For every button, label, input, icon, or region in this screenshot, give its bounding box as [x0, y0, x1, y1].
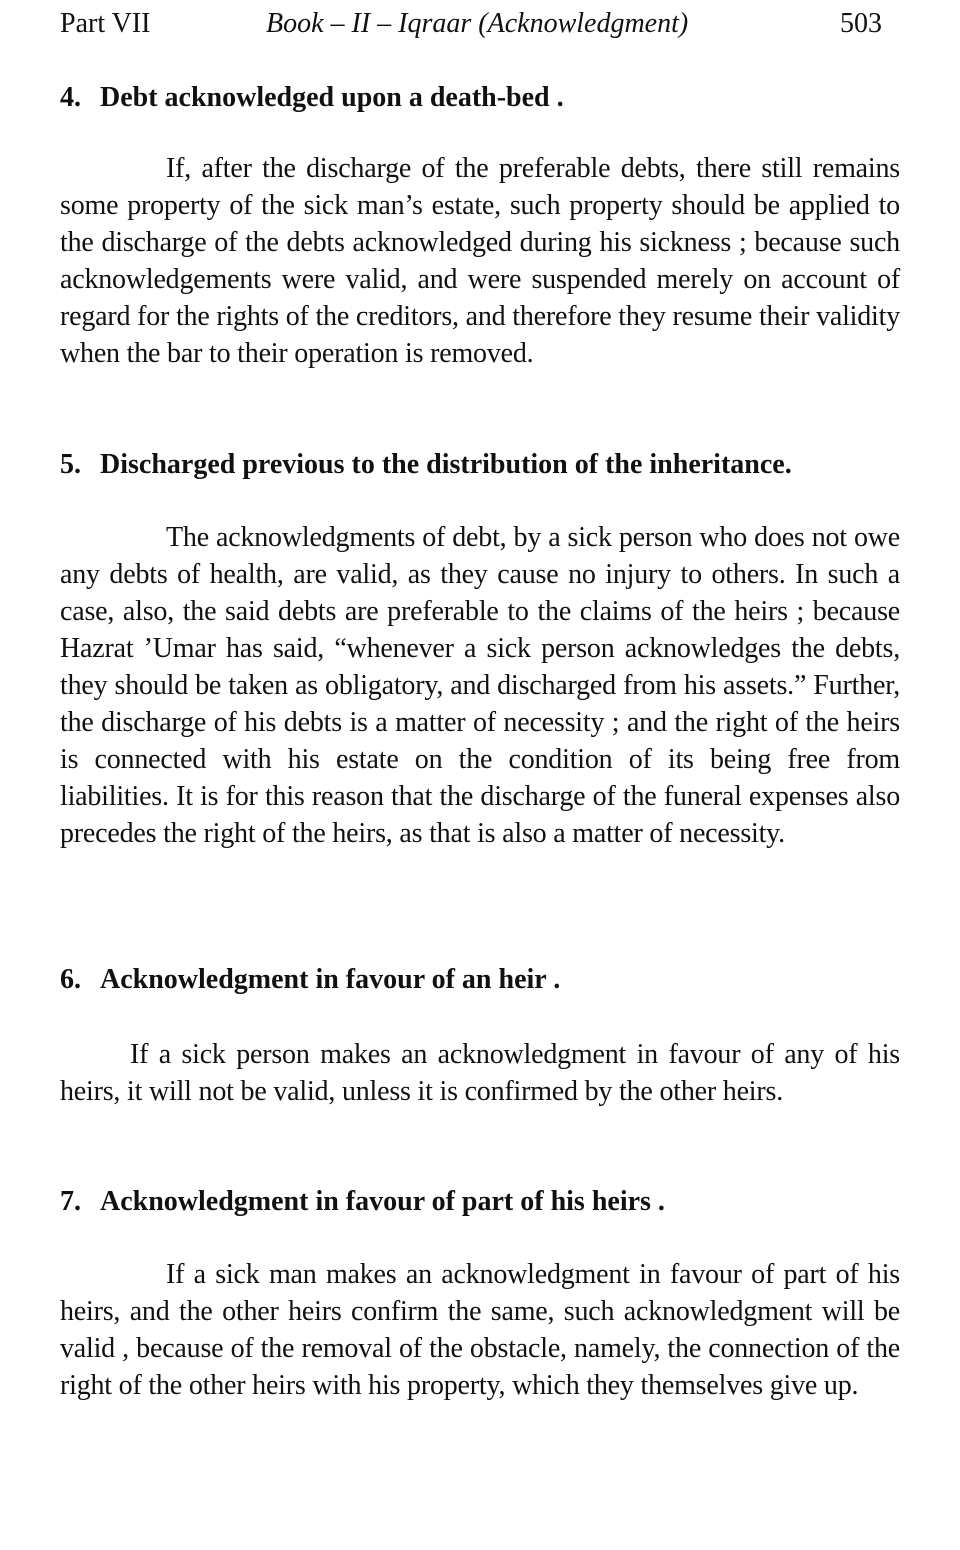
section-4 — [60, 80, 901, 369]
section-7 — [60, 1184, 900, 1401]
book-title: Book – II – Iqraar (Acknowledgment) — [266, 8, 689, 39]
section-number: 5. — [60, 449, 81, 480]
section-title: Acknowledgment in favour of part of his heirs . — [100, 1186, 665, 1217]
section-number: 6. — [60, 964, 81, 995]
section-number: 7. — [60, 1186, 81, 1217]
section-heading — [60, 962, 900, 998]
section-paragraph: If a sick person makes an acknowledgment in favour of any of his heirs, it will not be valid, unless it is confirmed by the other heirs. — [60, 1039, 900, 1107]
section-heading — [60, 1184, 900, 1220]
section-6 — [60, 962, 900, 1107]
section-paragraph: If a sick man makes an acknowledgment in favour of part of his heirs, and the other heirs confirm the same, such acknowledgment will be valid , because of the removal of the obstacle, namely, the connection of the right of the other heirs with his property, which they themselves give up. — [60, 1259, 900, 1401]
section-title: Discharged previous to the distribution of the inheritance. — [100, 449, 792, 480]
section-title: Acknowledgment in favour of an heir . — [100, 964, 561, 995]
section-title: Debt acknowledged upon a death-bed . — [100, 82, 564, 113]
page-number: 503 — [840, 8, 882, 39]
section-paragraph: The acknowledgments of debt, by a sick person who does not owe any debts of health, are valid, as they cause no injury to others. In such a case, also, the said debts are preferable to the claims of the heirs ; because Hazrat ’Umar has said, “whenever a sick person acknowledges the debts, they should be taken as obligatory, and discharged from his assets.” Further, the discharge of his debts is a matter of necessity ; and the right of the heirs is connected with his estate on the condition of its being free from liabilities. It is for this reason that the discharge of the funeral expenses also precedes the right of the heirs, as that is also a matter of necessity. — [60, 522, 900, 849]
section-number: 4. — [60, 82, 81, 113]
section-heading — [60, 80, 900, 116]
running-head — [60, 4, 900, 44]
section-paragraph: If, after the discharge of the preferable debts, there still remains some property of the sick man’s estate, such property should be applied to the discharge of the debts acknowledged during his sickness ; because such acknowledgements were valid, and were suspended merely on account of regard for the rights of the creditors, and therefore they resume their validity when the bar to their operation is removed. — [60, 153, 901, 369]
part-label: Part VII — [60, 8, 151, 39]
section-5 — [60, 447, 900, 849]
section-heading — [60, 447, 900, 483]
